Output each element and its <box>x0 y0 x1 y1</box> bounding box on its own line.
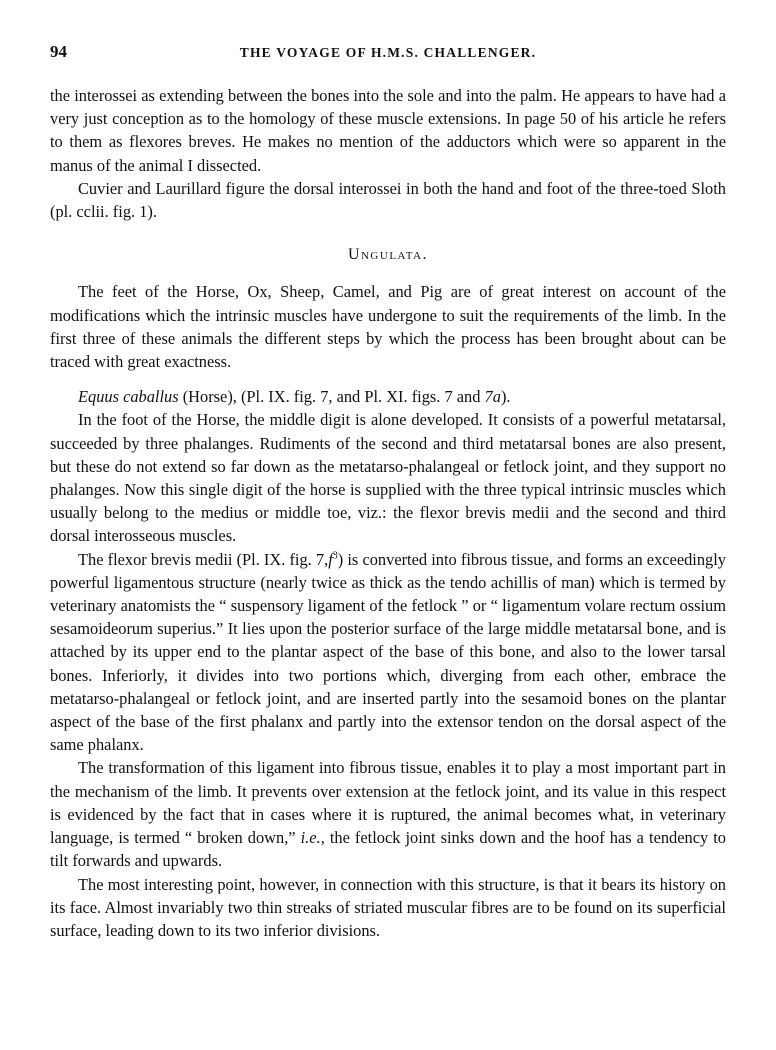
paragraph-horse-foot: In the foot of the Horse, the middle digit is alone developed. It consists of a powerful metatarsal, succeeded by three phalanges. Rudiments of the second and third metatarsal bones are also present, but these do not extend so far down as the metatarso-phalangeal or fetlock joint, and they support no phalanges. Now this single digit of the horse is supplied with the three typical intrinsic muscles which usually belong to the medius or middle toe, viz.: the flexor brevis medii and the second and third dorsal interosseous muscles. <box>50 410 726 546</box>
figure-superscript: 3 <box>332 550 338 562</box>
paragraph-flexor-brevis <box>50 548 726 757</box>
paragraph-cuvier: Cuvier and Laurillard figure the dorsal interossei in both the hand and foot of the three-toed Sloth (pl. cclii. fig. 1). <box>50 178 726 222</box>
paragraph-history: The most interesting point, however, in connection with this structure, is that it bears its history on its face. Almost invariably two thin streaks of striated muscular fibres are to be found on its superficial surface, leading down to its two inferior divisions. <box>50 874 726 940</box>
page-header <box>50 40 726 64</box>
figure-letter: f <box>328 549 333 569</box>
section-heading-ungulata: Ungulata. <box>347 246 429 264</box>
book-page <box>50 40 726 942</box>
page-number: 94 <box>50 42 67 61</box>
flexor-text-before: The flexor brevis medii (Pl. IX. fig. 7, <box>78 549 329 569</box>
species-figure-refs: (Horse), (Pl. IX. fig. 7, and Pl. XI. figs. 7 and <box>178 387 485 407</box>
species-figure-italic: 7a <box>484 387 501 407</box>
ie-abbreviation: i.e. <box>300 828 321 848</box>
species-end: ). <box>500 387 511 407</box>
species-name: Equus caballus <box>78 387 179 407</box>
transformation-text-after: , the fetlock joint sinks down and the hoof has a tendency to tilt forwards and upwards. <box>50 828 726 871</box>
paragraph-transformation <box>50 756 726 872</box>
transformation-text-before: The transformation of this ligament into fibrous tissue, enables it to play a most important part in the mechanism of the limb. It prevents over extension at the fetlock joint, and its value in this respect is evidenced by the fact that in cases where it is ruptured, the animal becomes what, in veterinary language, is termed “ broken down,” <box>50 758 726 848</box>
paragraph-interossei: the interossei as extending between the bones into the sole and into the palm. He appears to have had a very just conception as to the homology of these muscle extensions. In page 50 of his article he refers to them as flexores breves. He makes no mention of the adductors which were so apparent in the manus of the animal I dissected. <box>50 86 726 175</box>
running-title: THE VOYAGE OF H.M.S. CHALLENGER. <box>239 45 537 60</box>
flexor-text-after: ) is converted into fibrous tissue, and forms an exceedingly powerful ligamentous structure (nearly twice as thick as the tendo achillis of man) which is termed by veterinary anatomists the “ suspensory ligament of the fetlock ” or “ ligamentum volare rectum ossium sesamoideorum superius.” It lies upon the posterior surface of the large middle metatarsal bone, and is attached by its upper end to the plantar aspect of the base of this bone, and also to the lower tarsal bones. Inferiorly, it divides into two portions which, diverging from each other, embrace the metatarso-phalangeal or fetlock joint, and are inserted partly into the sesamoid bones on the plantar aspect of the base of the first phalanx and partly into the extensor tendon on the dorsal aspect of the same phalanx. <box>50 549 726 755</box>
paragraph-equus-caballus <box>50 385 726 408</box>
paragraph-ungulata-intro: The feet of the Horse, Ox, Sheep, Camel, and Pig are of great interest on account of the modifications which the intrinsic muscles have undergone to suit the requirements of the limb. In the first three of these animals the different steps by which the process has been brought about can be traced with great exactness. <box>50 282 726 372</box>
